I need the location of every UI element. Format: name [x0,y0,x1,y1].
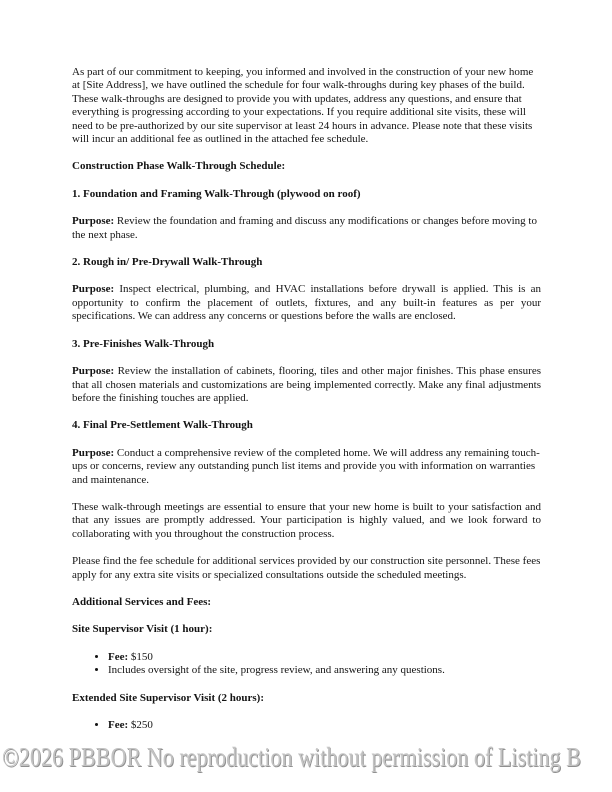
purpose-label: Purpose: [72,446,115,459]
phase-3-purpose [72,365,541,405]
phase-4-heading: 4. Final Pre-Settlement Walk-Through [72,419,253,432]
phase-4-purpose [72,447,541,487]
purpose-label: Purpose: [72,365,115,378]
purpose-label: Purpose: [72,283,115,296]
purpose-text: Review the foundation and framing and discuss any modifications or changes before moving to the next phase. [72,215,537,241]
site-visit-heading: Site Supervisor Visit (1 hour): [72,623,213,636]
copyright-watermark: ©2026 PBBOR No reproduction without permission of Listing B [2,742,581,772]
fees-heading: Additional Services and Fees: [72,595,212,608]
purpose-text: Review the installation of cabinets, flooring, tiles and other major finishes. This phase ensures that all chosen materials and customizations are being implemented correctly. Make any final adjustments before the finishing touches are applied. [72,365,541,404]
schedule-heading: Construction Phase Walk-Through Schedule: [72,160,286,173]
closing-paragraph-2: Please find the fee schedule for additional services provided by our construction site personnel. These fees apply for any extra site visits or specialized consultations outside the scheduled meetings. [72,555,541,581]
fee-value: $250 [128,719,153,731]
bullet-item-fee [108,719,541,732]
phase-3-heading: 3. Pre-Finishes Walk-Through [72,337,215,350]
bullet-item-includes [108,664,541,677]
purpose-text: Conduct a comprehensive review of the completed home. We will address any remaining touch-ups or concerns, review any outstanding punch list items and provide you with information on warranties and maintenance. [72,446,540,486]
extended-visit-heading: Extended Site Supervisor Visit (2 hours): [72,691,265,704]
bullet-item-fee [108,651,541,664]
extended-visit-bullets [72,719,541,732]
intro-paragraph: As part of our commitment to keeping, you informed and involved in the construction of your new home at [Site Address], we have outlined the schedule for four walk-throughs during key phases of the build. These walk-throughs are designed to provide you with updates, address any questions, and ensure that everything is progressing according to your expectations. If you require additional site visits, these will need to be pre-authorized by our site supervisor at least 24 hours in advance. Please note that these visits will incur an additional fee as outlined in the attached fee schedule. [72,66,534,146]
fee-label: Fee: [108,719,129,731]
site-visit-bullets [72,651,541,678]
phase-1-heading: 1. Foundation and Framing Walk-Through (plywood on roof) [72,187,361,200]
purpose-label: Purpose: [72,215,115,228]
phase-1-purpose [72,215,541,242]
phase-2-purpose [72,283,541,323]
fee-label: Fee: [108,650,129,663]
document-content [72,66,541,746]
bullet-text: Includes oversight of the site, progress review, and answering any questions. [108,664,445,677]
phase-2-heading: 2. Rough in/ Pre-Drywall Walk-Through [72,256,263,269]
closing-paragraph-1: These walk-through meetings are essential to ensure that your new home is built to your satisfaction and that any issues are promptly addressed. Your participation is highly valued, and we look forward to collaborating with you throughout the construction process. [72,500,541,540]
watermark-footer [2,742,612,782]
purpose-text: Inspect electrical, plumbing, and HVAC installations before drywall is applied. This is an opportunity to confirm the placement of outlets, fixtures, and any built-in features as per your specifications. We can address any concerns or questions before the walls are enclosed. [72,283,541,323]
fee-value: $150 [128,650,153,663]
